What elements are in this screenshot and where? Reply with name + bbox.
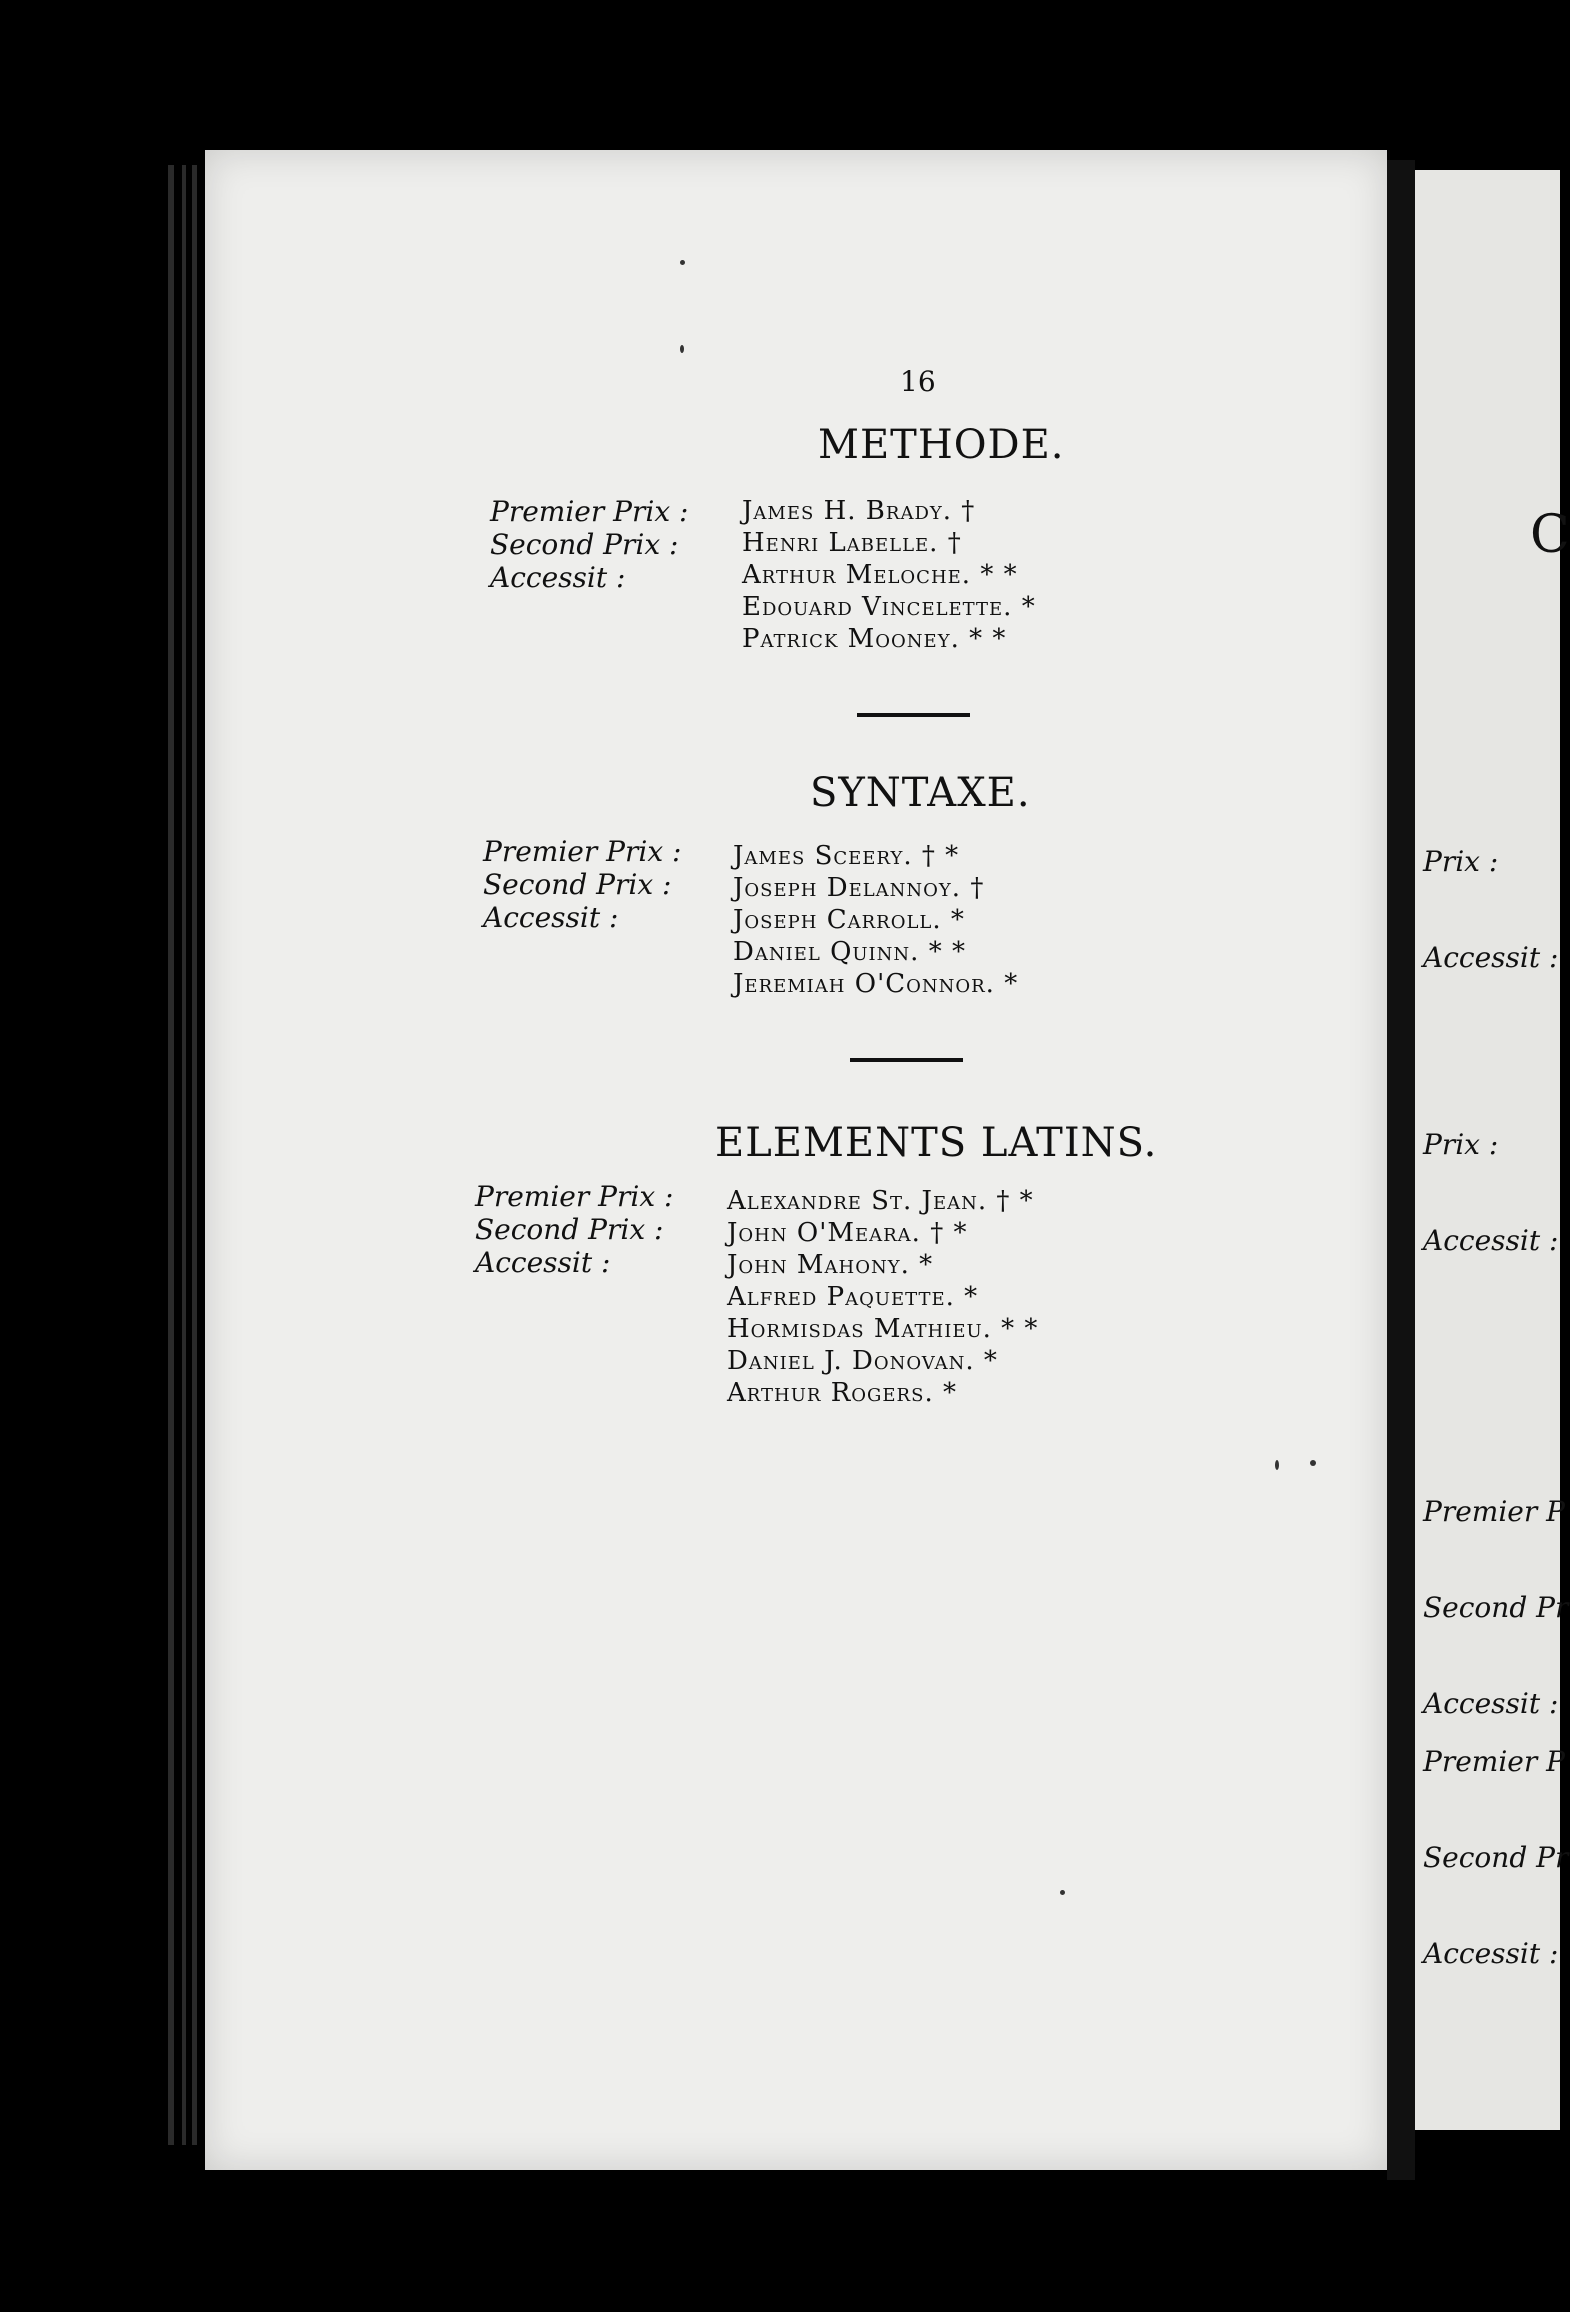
section-title-methode: METHODE.	[818, 422, 1065, 468]
winner-name: Henri Labelle. †	[742, 528, 962, 558]
prize-label: Second Prix :	[475, 1213, 664, 1246]
winner-name: Alexandre St. Jean. † *	[727, 1186, 1034, 1216]
prize-label: Accessit :	[490, 561, 626, 594]
winner-name: Joseph Delannoy. †	[733, 873, 985, 903]
speck	[1310, 1460, 1316, 1466]
page-edge	[182, 165, 186, 2145]
prize-label: Accessit :	[1423, 941, 1559, 974]
prize-label: Accessit :	[1423, 1937, 1559, 1970]
heading-fragment: C	[1530, 505, 1570, 565]
winner-name: Alfred Paquette. *	[727, 1282, 979, 1312]
winner-name: John Mahony. *	[727, 1250, 934, 1280]
section-title-elements-latins: ELEMENTS LATINS.	[715, 1120, 1158, 1166]
prize-label: Premier Prix :	[483, 835, 682, 868]
prize-labels-elements-latins	[475, 1180, 673, 1279]
winner-name: Arthur Rogers. *	[727, 1378, 957, 1408]
winner-name: Daniel J. Donovan. *	[727, 1346, 998, 1376]
next-page-labels	[1423, 1065, 1558, 1321]
prize-label: Second Prix :	[490, 528, 679, 561]
winner-name: James Sceery. † *	[733, 841, 960, 871]
prize-label: Second Pr	[1423, 1841, 1569, 1874]
prize-label: Accessit :	[475, 1246, 611, 1279]
book-spine	[1387, 160, 1415, 2180]
section-divider	[857, 713, 970, 717]
winner-name: Joseph Carroll. *	[733, 905, 965, 935]
winner-name: James H. Brady. †	[742, 496, 976, 526]
winner-name: Arthur Meloche. * *	[742, 560, 1018, 590]
prize-label: Prix :	[1423, 845, 1499, 878]
page-number: 16	[900, 365, 936, 398]
prize-label: Second Pr	[1423, 1591, 1569, 1624]
section-divider	[850, 1058, 963, 1062]
winner-name: John O'Meara. † *	[727, 1218, 968, 1248]
prize-label: Premier Prix :	[490, 495, 689, 528]
speck	[1060, 1890, 1065, 1895]
winner-name: Edouard Vincelette. *	[742, 592, 1036, 622]
prize-label: Premier P	[1423, 1495, 1565, 1528]
prize-label: Accessit :	[483, 901, 619, 934]
prize-label: Second Prix :	[483, 868, 672, 901]
next-page-labels	[1423, 1682, 1568, 2034]
winner-name: Patrick Mooney. * *	[742, 624, 1007, 654]
next-page-labels	[1423, 782, 1558, 1038]
winner-name: Jeremiah O'Connor. *	[733, 969, 1019, 999]
adjacent-page-fragment	[1415, 170, 1570, 2130]
winner-name: Hormisdas Mathieu. * *	[727, 1314, 1039, 1344]
speck	[680, 260, 685, 265]
document-page	[205, 150, 1387, 2170]
winner-list-methode	[742, 495, 1036, 655]
winner-name: Daniel Quinn. * *	[733, 937, 966, 967]
prize-label: Accessit :	[1423, 1224, 1559, 1257]
speck	[680, 345, 684, 353]
prize-labels-syntaxe	[483, 835, 681, 934]
speck	[1275, 1460, 1279, 1470]
prize-label: Prix :	[1423, 1128, 1499, 1161]
winner-list-syntaxe	[733, 840, 1018, 1000]
section-title-syntaxe: SYNTAXE.	[810, 770, 1031, 816]
prize-labels-methode	[490, 495, 688, 594]
prize-label: Accessit :	[1423, 1687, 1559, 1720]
page-edge	[192, 165, 197, 2145]
winner-list-elements-latins	[727, 1185, 1038, 1409]
prize-label: Premier Prix :	[475, 1180, 674, 1213]
page-edge	[168, 165, 174, 2145]
prize-label: Premier P	[1423, 1745, 1565, 1778]
